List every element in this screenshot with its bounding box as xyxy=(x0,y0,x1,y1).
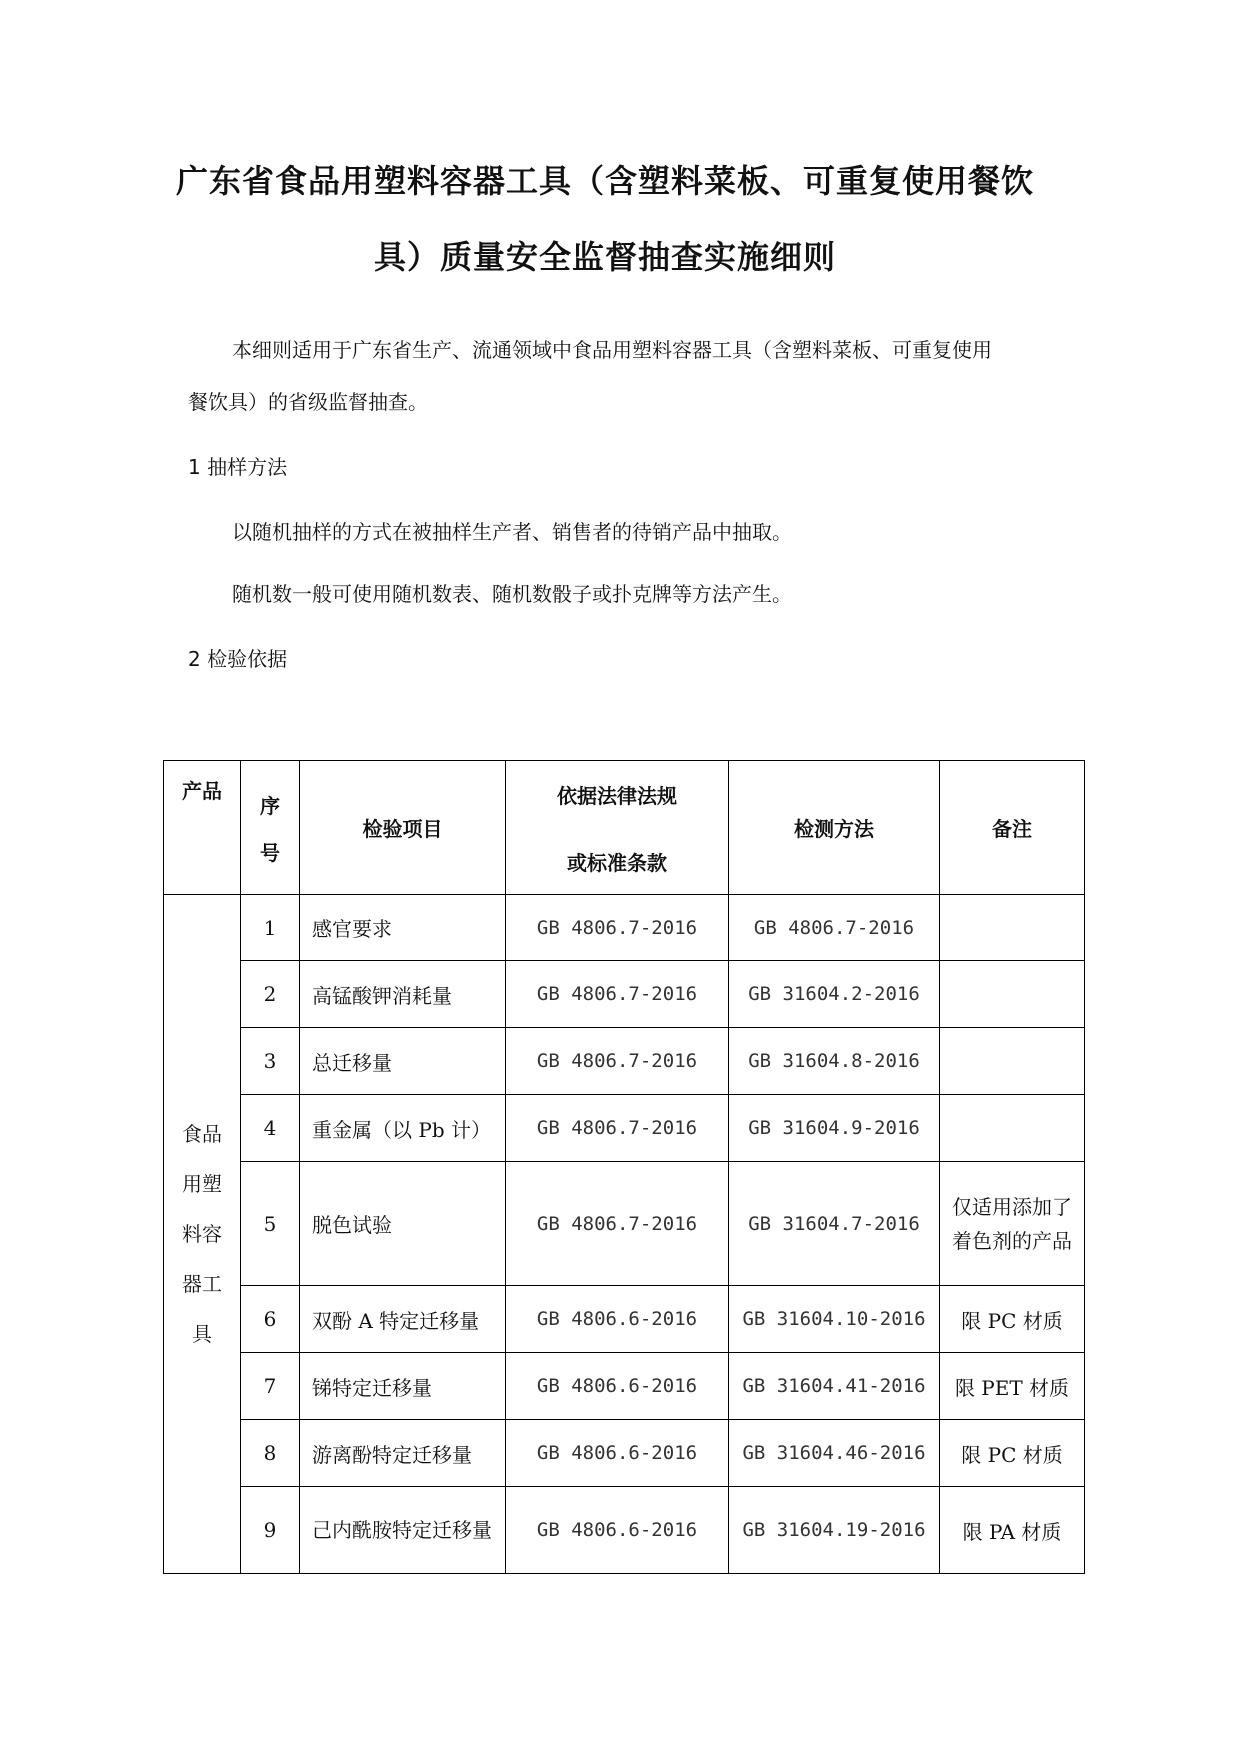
header-method: 检测方法 xyxy=(729,761,940,895)
header-seq xyxy=(241,761,300,895)
product-line: 料容 xyxy=(182,1222,222,1246)
header-product: 产品 xyxy=(164,761,241,895)
row-number: 2 xyxy=(241,961,300,1028)
table-row xyxy=(164,1420,1085,1487)
intro-line-1: 本细则适用于广东省生产、流通领域中食品用塑料容器工具（含塑料菜板、可重复使用 xyxy=(232,338,992,362)
row-item: 双酚 A 特定迁移量 xyxy=(300,1286,506,1353)
product-line: 食品 xyxy=(182,1122,222,1146)
row-number: 8 xyxy=(241,1420,300,1487)
row-basis: GB 4806.7-2016 xyxy=(506,1162,729,1286)
row-note xyxy=(940,895,1085,961)
product-line: 具 xyxy=(192,1322,212,1346)
table-row xyxy=(164,1353,1085,1420)
header-basis-line-1: 依据法律法规 xyxy=(557,783,677,808)
row-method: GB 31604.9-2016 xyxy=(729,1095,940,1162)
header-note: 备注 xyxy=(940,761,1085,895)
row-basis: GB 4806.7-2016 xyxy=(506,1028,729,1095)
row-item: 高锰酸钾消耗量 xyxy=(300,961,506,1028)
document-title-line-2: 具）质量安全监督抽查实施细则 xyxy=(373,238,836,276)
row-method: GB 31604.41-2016 xyxy=(729,1353,940,1420)
sampling-text-1: 以随机抽样的方式在被抽样生产者、销售者的待销产品中抽取。 xyxy=(232,520,792,544)
row-number: 3 xyxy=(241,1028,300,1095)
table-row xyxy=(164,961,1085,1028)
header-seq-line-2: 号 xyxy=(260,840,280,865)
row-number: 9 xyxy=(241,1487,300,1574)
row-item: 脱色试验 xyxy=(300,1162,506,1286)
row-item: 游离酚特定迁移量 xyxy=(300,1420,506,1487)
row-method: GB 31604.19-2016 xyxy=(729,1487,940,1574)
document-title-line-1: 广东省食品用塑料容器工具（含塑料菜板、可重复使用餐饮 xyxy=(175,162,1034,200)
row-basis: GB 4806.7-2016 xyxy=(506,895,729,961)
row-method: GB 31604.7-2016 xyxy=(729,1162,940,1286)
row-item: 锑特定迁移量 xyxy=(300,1353,506,1420)
row-method: GB 31604.46-2016 xyxy=(729,1420,940,1487)
section-heading-sampling: 1 抽样方法 xyxy=(188,455,288,479)
header-basis xyxy=(506,761,729,895)
row-note: 限 PA 材质 xyxy=(940,1487,1085,1574)
row-number: 6 xyxy=(241,1286,300,1353)
table-row xyxy=(164,895,1085,961)
row-note: 仅适用添加了着色剂的产品 xyxy=(940,1162,1085,1286)
row-method: GB 31604.10-2016 xyxy=(729,1286,940,1353)
product-line: 器工 xyxy=(182,1272,222,1296)
table-row xyxy=(164,1095,1085,1162)
header-basis-line-2: 或标准条款 xyxy=(567,850,667,875)
table-header-row xyxy=(164,761,1085,895)
row-method: GB 31604.2-2016 xyxy=(729,961,940,1028)
row-method: GB 4806.7-2016 xyxy=(729,895,940,961)
product-line: 用塑 xyxy=(182,1172,222,1196)
section-heading-basis: 2 检验依据 xyxy=(188,647,288,671)
table-row xyxy=(164,1286,1085,1353)
row-basis: GB 4806.7-2016 xyxy=(506,1095,729,1162)
row-method: GB 31604.8-2016 xyxy=(729,1028,940,1095)
row-basis: GB 4806.6-2016 xyxy=(506,1487,729,1574)
inspection-table xyxy=(163,760,1085,1574)
table-row xyxy=(164,1028,1085,1095)
row-item: 己内酰胺特定迁移量 xyxy=(300,1487,506,1574)
row-note xyxy=(940,961,1085,1028)
table-row xyxy=(164,1162,1085,1286)
sampling-text-2: 随机数一般可使用随机数表、随机数骰子或扑克牌等方法产生。 xyxy=(232,582,792,606)
row-item: 重金属（以 Pb 计） xyxy=(300,1095,506,1162)
row-item: 感官要求 xyxy=(300,895,506,961)
row-note xyxy=(940,1095,1085,1162)
intro-paragraph xyxy=(188,330,1058,370)
row-number: 4 xyxy=(241,1095,300,1162)
row-note xyxy=(940,1028,1085,1095)
row-note: 限 PC 材质 xyxy=(940,1286,1085,1353)
row-number: 5 xyxy=(241,1162,300,1286)
row-basis: GB 4806.6-2016 xyxy=(506,1353,729,1420)
row-note: 限 PET 材质 xyxy=(940,1353,1085,1420)
row-item: 总迁移量 xyxy=(300,1028,506,1095)
row-note: 限 PC 材质 xyxy=(940,1420,1085,1487)
row-number: 1 xyxy=(241,895,300,961)
row-number: 7 xyxy=(241,1353,300,1420)
intro-line-2: 餐饮具）的省级监督抽查。 xyxy=(188,390,428,414)
row-basis: GB 4806.6-2016 xyxy=(506,1420,729,1487)
header-seq-line-1: 序 xyxy=(260,793,280,818)
row-basis: GB 4806.6-2016 xyxy=(506,1286,729,1353)
header-item: 检验项目 xyxy=(300,761,506,895)
product-cell xyxy=(164,895,241,1574)
table-row xyxy=(164,1487,1085,1574)
row-basis: GB 4806.7-2016 xyxy=(506,961,729,1028)
